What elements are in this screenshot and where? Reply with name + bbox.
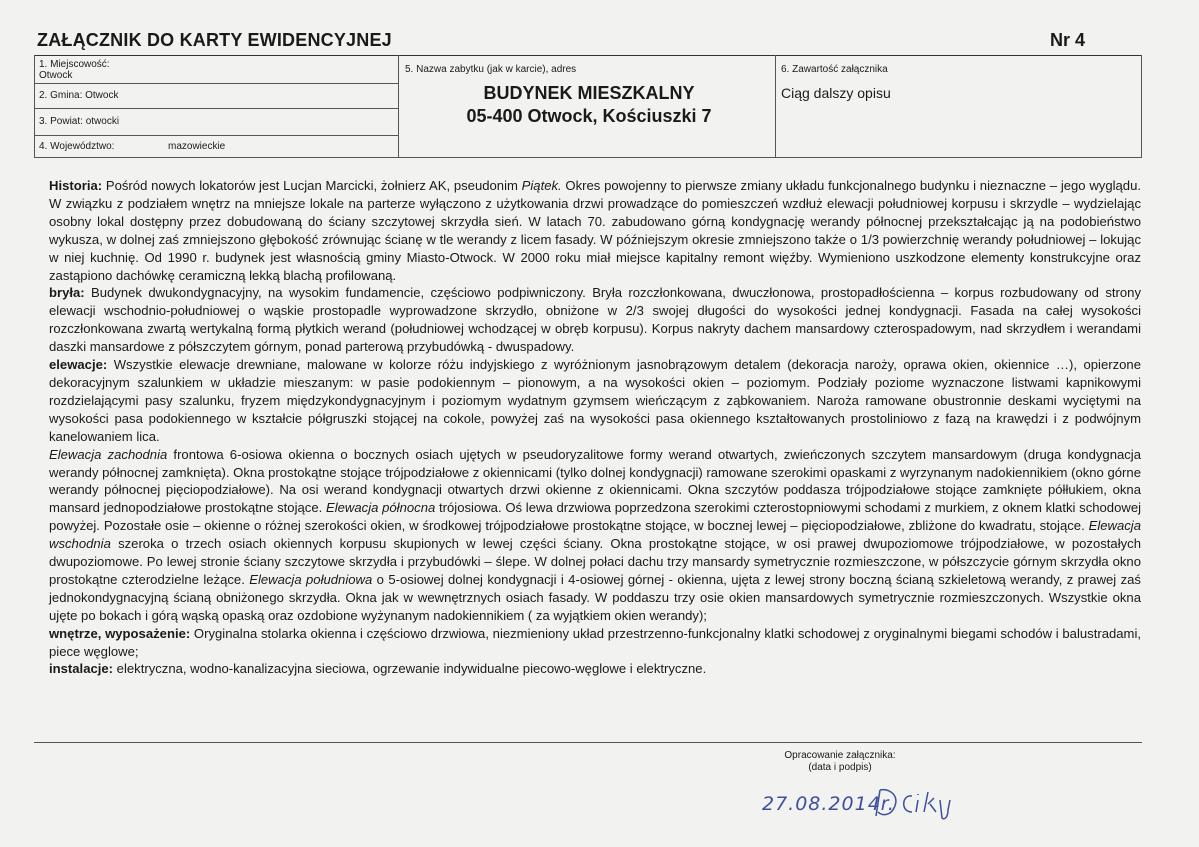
label-bryla: bryła: — [49, 285, 85, 301]
field-miejscowosc-label: 1. Miejscowość: — [39, 59, 110, 70]
field-powiat: 3. Powiat: otwocki — [39, 116, 120, 127]
label-elewacja-zachodnia: Elewacja zachodnia — [49, 446, 168, 462]
text-elewacja-polnocna: trójosiowa. Oś lewa drzwiowa poprzedzona szerokimi czterostopniowymi schodami z murkiem, z oknem klatki schodowej powyżej. Pozostałe osie – okienne o różnej szerokości okien, w środkowej trójpodziałowe prostokątne stojące, w bocznej lewej – pięciopodziałowe, zbliżone do kwadratu, stojące. — [49, 500, 1142, 534]
page-title: ZAŁĄCZNIK DO KARTY EWIDENCYJNEJ — [37, 30, 392, 50]
section-elewacje — [49, 356, 1141, 446]
section-historia — [49, 177, 1141, 284]
text-elewacje: Wszystkie elewacje drewniane, malowane w kolorze różu indyjskiego z wyróżnionym jasnobrązowym detalem (dekoracja naroży, oprawa okien, okiennice …), opierzone dekoracyjnym szalunkiem w układzie mieszanym: w pasie podokiennym – pionowym, a na wysokości okien – poziomym. Podziały poziome wyznaczone listwami kapnikowymi rozdzielającymi pasy szalunku, fryzem międzykondygnacyjnym i poziomym wydatnym gzymsem wieńczącym z ząbkowaniem. Naroża ramowane obustronnie deskami wyciętymi na wysokości pasa podokiennego w kształcie półgruszki stojącej na cokole, powyżej zaś na wysokości pasa okiennego kształtowanych prostoliniowo z fazą na krawędzi i z podwójnym kanelowaniem lica. — [49, 357, 1141, 444]
table-row-divider — [34, 83, 398, 84]
table-column-divider — [398, 55, 399, 157]
table-row-divider — [34, 135, 398, 136]
section-instalacje — [49, 660, 1141, 678]
label-wnetrze: wnętrze, wyposażenie: — [49, 625, 191, 641]
section-elewacje-detail — [49, 446, 1141, 625]
handwritten-signature — [762, 782, 972, 822]
field-zawartosc-value: Ciąg dalszy opisu — [781, 85, 891, 101]
table-right-border — [1141, 55, 1142, 157]
text-elewacja-wschodnia: szeroka o trzech osiach okiennych korpusu skupionych w lewej części ściany. Okna prostokątne stojące, w osi prawej dwupoziomowe trójpodziałowe, w pozostałych dwupoziomowe. Po lewej stronie ściany szczytowe skrzydła i przybudówki – ślepe. W dolnej połaci dachu trzy mansardy symetrycznie rozmieszczone, w półszczycie górnym skrzydła okno prostokątne czterodzielne leżące. — [49, 536, 1141, 587]
field-nazwa-label: 5. Nazwa zabytku (jak w karcie), adres — [405, 64, 577, 75]
field-wojewodztwo-value: mazowieckie — [168, 141, 226, 152]
label-elewacje: elewacje: — [49, 357, 108, 373]
text-wnetrze: Oryginalna stolarka okienna i częściowo drzwiowa, niezmieniony układ przestrzenno-funkcjonalny klatki schodowej z oryginalnymi biegami schodów i balustradami, piece węglowe; — [49, 625, 1141, 659]
table-row-divider — [34, 108, 398, 109]
field-wojewodztwo-label: 4. Województwo: — [39, 141, 115, 152]
footer-opracowanie: Opracowanie załącznika: — [784, 750, 896, 761]
field-zawartosc-label: 6. Zawartość załącznika — [781, 64, 888, 75]
table-left-border — [34, 55, 35, 157]
field-gmina: 2. Gmina: Otwock — [39, 90, 119, 101]
description-body — [49, 177, 1141, 678]
label-elewacja-polnocna: Elewacja północna — [325, 500, 436, 516]
text-bryla: Budynek dwukondygnacyjny, na wysokim fundamencie, częściowo podpiwniczony. Bryła rozczłonkowana, dwuczłonowa, prostopadłościenna – korpus rozbudowany od strony elewacji wschodnio-południowej o wąskie prostopadle wyprowadzone skrzydło, obniżone w 2/3 swojej długości do wysokości jednej kondygnacji. Fasada na całej wysokości rozczłonkowana zwartą wertykalną formą płytkich werand (południowej wchodzącej w obręb korpusu). Korpus nakryty dachem mansardowy czterospadowym, nad skrzydłem i werandami daszki mansardowe z półszczytem górnym, ponad parterową przybudówką - dwuspadowy. — [49, 285, 1141, 355]
text-elewacja-zachodnia: frontowa 6-osiowa okienna o bocznych osiach ujętych w pseudoryzalitowe formy werand otwartych, zwieńczonych szczytem mansardowym (druga kondygnacja werandy północnej zamknięta). Okna prostokątne stojące trójpodziałowe z okiennicami (tylko dolnej kondygnacji) ramowane szerokimi opaskami z wyrzynanym nadokiennikiem (okno górne werandy północnej pięciopodziałowe). Na osi werand kondygnacji otwartych drzwi okienne z okiennicami. Okna szczytów poddasza trójpodziałowe stojące zamknięte półłukiem, okna mansard jednopodziałowe prostokątne stojące. — [49, 446, 1141, 516]
table-top-border — [34, 55, 1142, 56]
label-historia: Historia: — [49, 178, 103, 193]
label-elewacja-wschodnia: Elewacja wschodnia — [49, 518, 1141, 552]
table-bottom-border — [34, 157, 1142, 158]
section-wnetrze — [49, 625, 1141, 661]
label-instalacje: instalacje: — [49, 661, 114, 677]
text-historia-pseudonym: Piątek. — [521, 178, 562, 193]
text-elewacja-poludniowa: o 5-osiowej dolnej kondygnacji i 4-osiowej górnej - okienna, ujęta z lewej strony boczną ścianą szkieletową werandy, z prawej zaś jednokondygnacyjną ścianą obniżonego skrzydła. Okna jak w wewnętrznych osiach fasady. W poddaszu trzy osie okien mansardowych symetrycznie rozmieszczonych. Wszystkie okna ujęte po bokach i górą wąską opaską oraz ozdobione wyżynanym nadokiennikiem ( za wyjątkiem okien werandy); — [49, 571, 1141, 623]
label-elewacja-poludniowa: Elewacja południowa — [249, 571, 373, 587]
footer-data-podpis: (data i podpis) — [808, 762, 872, 773]
monument-name: BUDYNEK MIESZKALNY — [483, 83, 695, 103]
section-bryla — [49, 284, 1141, 356]
text-historia: Pośród nowych lokatorów jest Lucjan Marcicki, żołnierz AK, pseudonim — [102, 178, 522, 193]
handwritten-date: 27.08.2014r. — [762, 793, 895, 815]
monument-address: 05-400 Otwock, Kościuszki 7 — [466, 106, 712, 126]
attachment-number: Nr 4 — [1050, 30, 1086, 50]
text-instalacje: elektryczna, wodno-kanalizacyjna sieciowa, ogrzewanie indywidualne piecowo-węglowe i elektryczne. — [113, 661, 707, 677]
field-miejscowosc-value: Otwock — [39, 70, 73, 81]
footer-divider — [34, 742, 1142, 743]
text-historia-cont: Okres powojenny to pierwsze zmiany układu funkcjonalnego budynku i nieznaczne – jego wyglądu. W związku z podziałem wnętrz na mniejsze lokale na parterze wyłączono z użytkowania drzwi prowadzące do pomieszczeń wzdłuż elewacji południowej korpusu i skrzydle – wydzielając osobny lokal dostępny przez dobudowaną do ściany szczytowej skrzydła sień. W latach 70. zabudowano górną kondygnację werandy północnej przekształcając ją na podobieństwo wykusza, w dolnej zaś zmniejszono głębokość zrównując ścianę w tle werandy z licem fasady. W późniejszym okresie zmniejszono także o 1/3 powierzchnię werandy południowej – lokując w niej kuchnię. Od 1990 r. budynek jest własnością gminy Miasto-Otwock. W 2000 roku miał miejsce kapitalny remont więźby. Wymieniono uszkodzone elementy konstrukcyjne oraz zastąpiono dachówkę ceramiczną lekką blachą profilowaną. — [49, 178, 1141, 283]
